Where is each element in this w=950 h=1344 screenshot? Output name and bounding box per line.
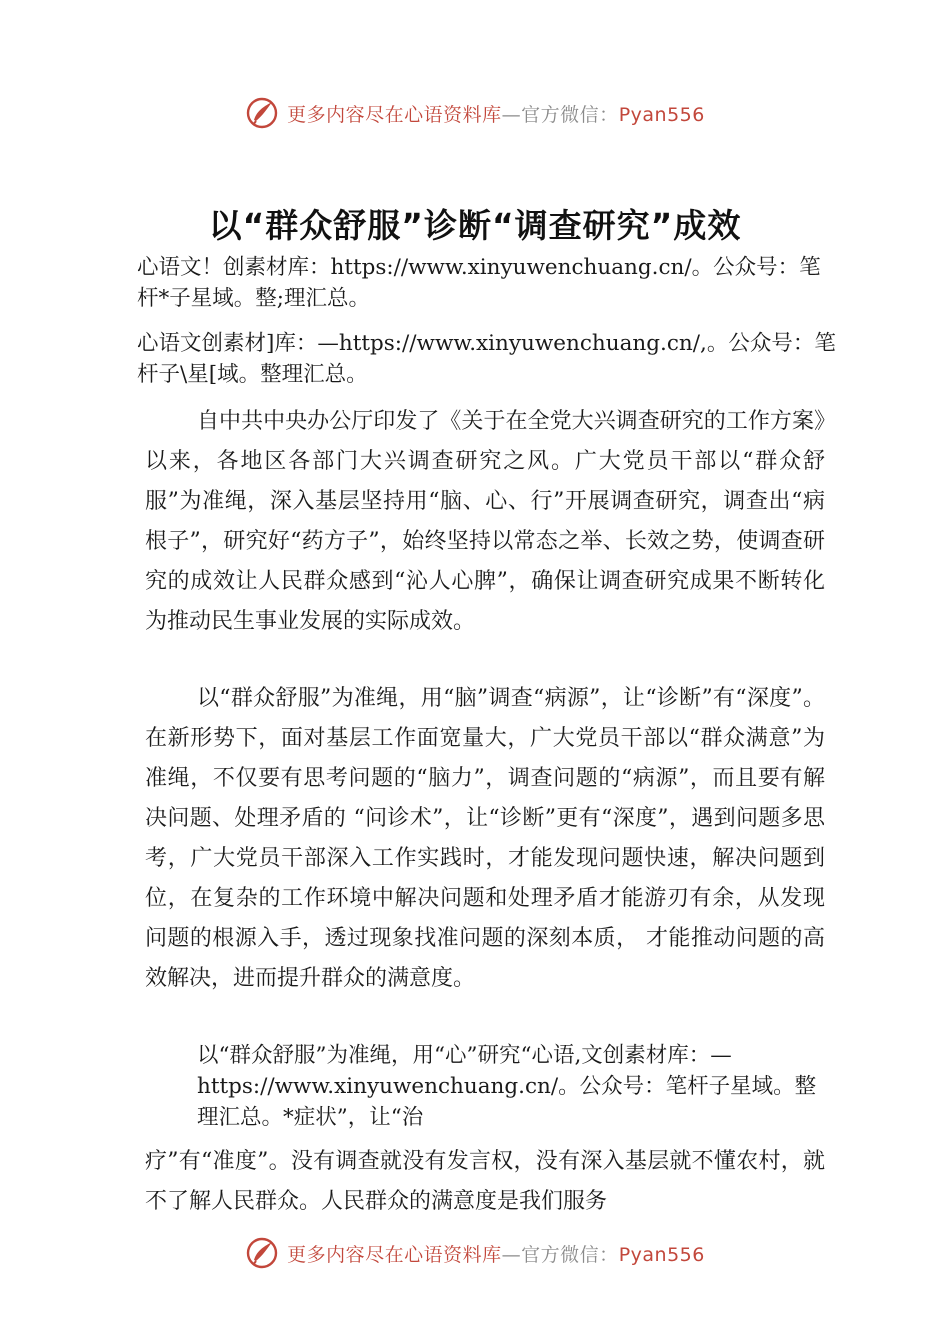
paragraph-2: 以“群众舒服”为准绳，用“脑”调查“病源”，让“诊断”有“深度”。在新形势下，面对基层工作面宽量大，广大党员干部以“群众满意”为准绳，不仅要有思考问题的“脑力”，调查问题的“病源”，而且要有解决问题、处理矛盾的 “问诊术”，让“诊断”更有“深度”，遇到问题多思考，广大党员干部深入工作实践时，才能发现问题快速，解决问题到位，在复杂的工作环境中解决问题和处理矛盾才能游刃有余，从发现问题的根源入手，透过现象找准问题的深刻本质， 才能推动问题的高效解决，进而提升群众的满意度。	[145, 686, 825, 991]
brand-logo-icon	[245, 96, 279, 130]
paragraph-1: 自中共中央办公厅印发了《关于在全党大兴调查研究的工作方案》以来，各地区各部门大兴调查研究之风。广大党员干部以“群众舒服”为准绳，深入基层坚持用“脑、心、行”开展调查研究，调查出“病根子”，研究好“药方子”，始终坚持以常态之举、长效之势，使调查研究的成效让人民群众感到“沁人心脾”，确保让调查研究成果不断转化为推动民生事业发展的实际成效。	[145, 409, 825, 634]
banner-wechat-id: Pyan556	[618, 1243, 705, 1266]
header-banner	[0, 93, 950, 133]
paragraph-3-head: 以“群众舒服”为准绳，用“心”研究“心语,文创素材库：—https://www.xinyuwenchuang.cn/。公众号：笔杆子星域。整理汇总。*症状”，让“治	[197, 1043, 817, 1130]
banner-wechat-label: 官方微信：	[521, 1243, 619, 1266]
banner-text	[287, 1240, 705, 1267]
banner-wechat-id: Pyan556	[618, 103, 705, 126]
footer-banner	[0, 1233, 950, 1273]
banner-main: 更多内容尽在心语资料库	[287, 103, 502, 126]
document-title: 以“群众舒服”诊断“调查研究”成效	[208, 206, 742, 245]
paragraph-3-tail: 疗”有“准度”。没有调查就没有发言权，没有深入基层就不懂农村，就不了解人民群众。人民群众的满意度是我们服务	[145, 1149, 825, 1214]
brand-logo-icon	[245, 1236, 279, 1270]
source-line-1: 心语文！创素材库：https://www.xinyuwenchuang.cn/。公众号：笔杆*子星域。整;理汇总。	[137, 255, 821, 311]
banner-separator: —	[501, 1243, 522, 1266]
banner-wechat-label: 官方微信：	[521, 103, 619, 126]
banner-separator: —	[501, 103, 522, 126]
banner-text	[287, 100, 705, 127]
source-line-2: 心语文创素材]库：—https://www.xinyuwenchuang.cn/,。公众号：笔杆子\星[域。整理汇总。	[137, 331, 836, 387]
banner-main: 更多内容尽在心语资料库	[287, 1243, 502, 1266]
